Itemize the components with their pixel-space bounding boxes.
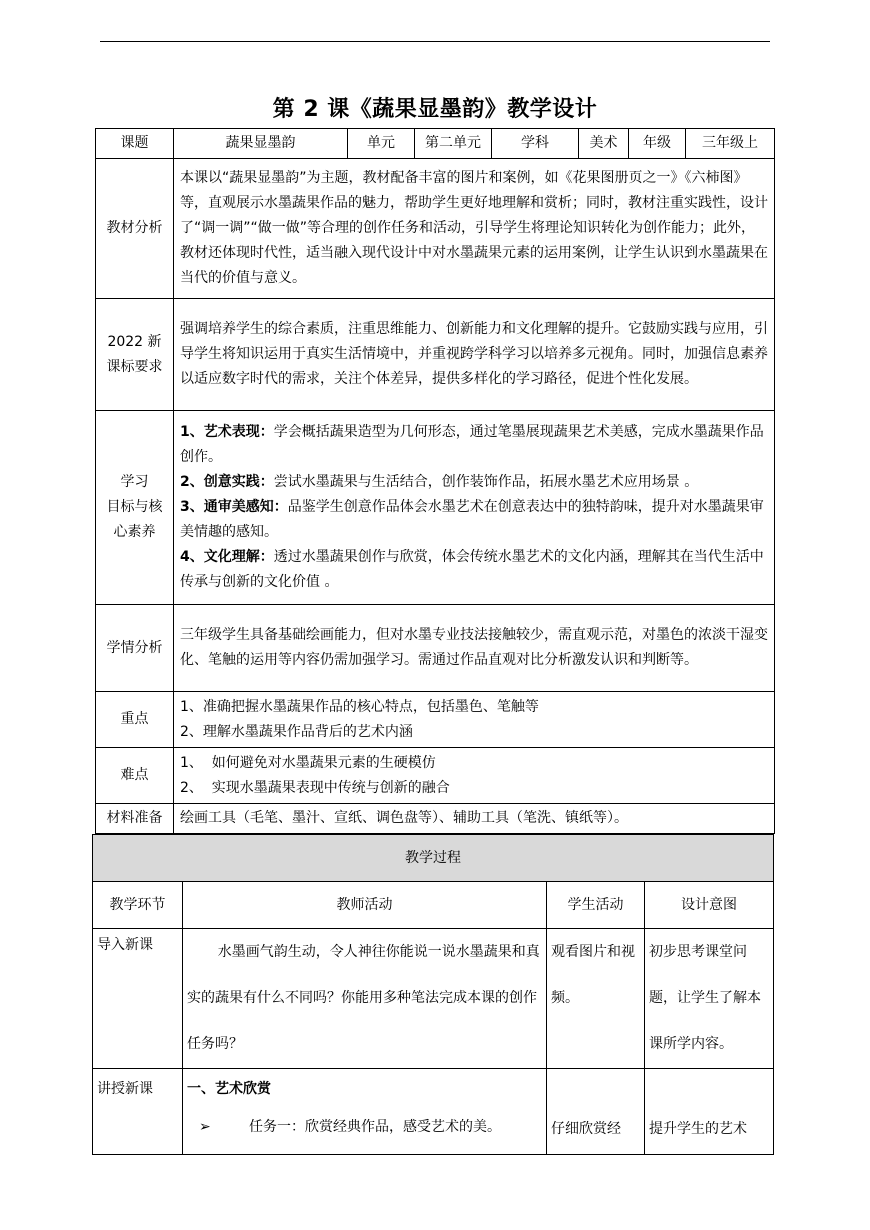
objective-text: 透过水墨蔬果创作与欣赏，体会传统水墨艺术的文化内涵，理解其在当代生活中传承与创新的文化价值 。 xyxy=(180,549,764,590)
stage-cell: 导入新课 xyxy=(93,929,183,1069)
material-analysis-row xyxy=(96,159,775,299)
objectives-label xyxy=(96,411,174,605)
objectives-list xyxy=(174,411,775,605)
task-text: 任务一：欣赏经典作品，感受艺术的美。 xyxy=(249,1119,501,1135)
task-line xyxy=(187,1101,542,1139)
key-points-label: 重点 xyxy=(96,692,174,748)
materials-text: 绘画工具（毛笔、墨汁、宣纸、调色盘等）、辅助工具（笔洗、镇纸等）。 xyxy=(174,804,775,834)
objective-item xyxy=(180,420,768,470)
objective-heading: 3、通审美感知： xyxy=(180,499,288,515)
key-points-row xyxy=(96,692,775,748)
curriculum-text: 强调培养学生的综合素质，注重思维能力、创新能力和文化理解的提升。它鼓励实践与应用，引导学生将知识运用于真实生活情境中，并重视跨学科学习以培养多元视角。同时，加强信息素养以适应数字时代的需求，关注个体差异，提供多样化的学习路径，促进个性化发展。 xyxy=(174,299,775,411)
objective-text: 学会概括蔬果造型为几何形态，通过笔墨展现蔬果艺术美感，完成水墨蔬果作品创作。 xyxy=(180,424,764,465)
material-analysis-text: 本课以“蔬果显墨韵”为主题，教材配备丰富的图片和案例，如《花果图册页之一》《六柿图》等，直观展示水墨蔬果作品的魅力，帮助学生更好地理解和赏析；同时，教材注重实践性，设计了“调一调”“做一做”等合理的创作任务和活动，引导学生将理论知识转化为创作能力；此外，教材还体现时代性，适当融入现代设计中对水墨蔬果元素的运用案例，让学生认识到水墨蔬果在当代的价值与意义。 xyxy=(174,159,775,299)
grade-label: 年级 xyxy=(629,129,686,159)
objective-item xyxy=(180,545,768,595)
curriculum-row xyxy=(96,299,775,411)
materials-label: 材料准备 xyxy=(96,804,174,834)
info-row xyxy=(96,129,775,159)
key-point-item: 1、准确把握水墨蔬果作品的核心特点，包括墨色、笔触等 xyxy=(180,698,539,715)
learner-analysis-row xyxy=(96,605,775,692)
process-row-teaching xyxy=(93,1069,774,1155)
lesson-info-table xyxy=(95,128,775,834)
process-row-intro xyxy=(93,929,774,1069)
objective-text: 尝试水墨蔬果与生活结合，创作装饰作品，拓展水墨艺术应用场景 。 xyxy=(273,474,699,490)
learner-analysis-label: 学情分析 xyxy=(96,605,174,692)
col-intent: 设计意图 xyxy=(645,882,774,929)
col-stage: 教学环节 xyxy=(93,882,183,929)
objectives-label-line1: 学习 xyxy=(120,474,149,490)
curriculum-label-line1: 2022 新 xyxy=(107,333,162,350)
unit-value: 第二单元 xyxy=(415,129,492,159)
objectives-label-line3: 心素养 xyxy=(113,524,156,540)
objective-heading: 2、创意实践： xyxy=(180,474,274,490)
objectives-row xyxy=(96,411,775,605)
difficulty-item: 2、 实现水墨蔬果表现中传统与创新的融合 xyxy=(180,779,450,796)
student-activity-cell: 观看图片和视频。 xyxy=(547,929,645,1069)
design-intent-cell: 提升学生的艺术 xyxy=(645,1069,774,1155)
difficulty-item: 1、 如何避免对水墨蔬果元素的生硬模仿 xyxy=(180,754,436,771)
objective-item xyxy=(180,495,768,545)
teacher-activity-cell xyxy=(183,1069,547,1155)
page-title: 第 2 课《蔬果显墨韵》教学设计 xyxy=(272,97,598,122)
design-intent-cell: 初步思考课堂问题，让学生了解本课所学内容。 xyxy=(645,929,774,1069)
arrow-bullet-icon: ➢ xyxy=(199,1119,211,1135)
difficulties-list xyxy=(174,748,775,804)
unit-label: 单元 xyxy=(348,129,415,159)
objectives-label-line2: 目标与核 xyxy=(106,499,163,515)
difficulties-label: 难点 xyxy=(96,748,174,804)
process-header: 教学过程 xyxy=(93,835,774,882)
teacher-activity-cell: 水墨画气韵生动，令人神往你能说一说水墨蔬果和真实的蔬果有什么不同吗？你能用多种笔法完成本课的创作任务吗？ xyxy=(183,929,547,1069)
key-point-item: 2、理解水墨蔬果作品背后的艺术内涵 xyxy=(180,723,413,740)
subject-label: 学科 xyxy=(492,129,579,159)
objective-heading: 4、文化理解： xyxy=(180,549,274,565)
process-column-headers xyxy=(93,882,774,929)
difficulties-row xyxy=(96,748,775,804)
section-heading: 一、艺术欣赏 xyxy=(187,1081,271,1097)
col-student: 学生活动 xyxy=(547,882,645,929)
student-activity-cell: 仔细欣赏经 xyxy=(547,1069,645,1155)
teaching-process-table xyxy=(92,834,774,1155)
header-rule xyxy=(100,41,770,42)
objective-text: 品鉴学生创意作品体会水墨艺术在创意表达中的独特韵味，提升对水墨蔬果审美情趣的感知。 xyxy=(180,499,764,540)
curriculum-label xyxy=(96,299,174,411)
key-points-list xyxy=(174,692,775,748)
objective-heading: 1、艺术表现： xyxy=(180,424,274,440)
subject-value: 美术 xyxy=(579,129,629,159)
stage-cell: 讲授新课 xyxy=(93,1069,183,1155)
material-analysis-label: 教材分析 xyxy=(96,159,174,299)
grade-value: 三年级上 xyxy=(686,129,775,159)
curriculum-label-line2: 课标要求 xyxy=(106,358,163,375)
process-header-row xyxy=(93,835,774,882)
materials-row xyxy=(96,804,775,834)
topic-value: 蔬果显墨韵 xyxy=(174,129,348,159)
topic-label: 课题 xyxy=(96,129,174,159)
learner-analysis-text: 三年级学生具备基础绘画能力，但对水墨专业技法接触较少，需直观示范，对墨色的浓淡干湿变化、笔触的运用等内容仍需加强学习。需通过作品直观对比分析激发认识和判断等。 xyxy=(174,605,775,692)
col-teacher: 教师活动 xyxy=(183,882,547,929)
objective-item xyxy=(180,470,768,495)
